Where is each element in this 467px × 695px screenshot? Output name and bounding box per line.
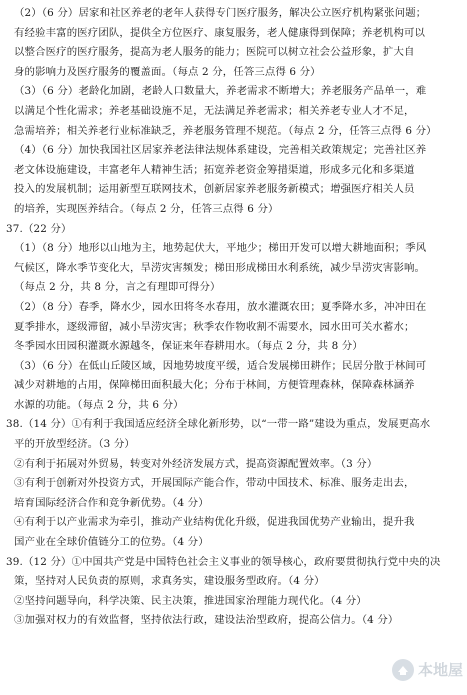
text-line: 37.（22 分） xyxy=(6,222,72,235)
text-line: （4）（6 分）加快我国社区居家养老法律法规体系建设，完善相关政策规定；完善社区养 xyxy=(14,144,427,157)
text-line: （1）（8 分）地形以山地为主，地势起伏大，平地少；梯田开发可以增大耕地面积；季风 xyxy=(14,242,427,255)
text-line: 国产业在全球价值链分工的位势。（4 分） xyxy=(14,536,209,549)
text-line: 培育国际经济合作和竞争新优势。（4 分） xyxy=(14,496,209,509)
text-line: （3）（6 分）老龄化加剧，老龄人口数量大，养老需求不断增大；养老服务产品单一，难 xyxy=(14,85,427,98)
text-line: 38.（14 分）①有利于我国适应经济全球化新形势，以“一带一路”建设为重点，发展更高水 xyxy=(6,418,431,431)
text-line: （3）（6 分）在低山丘陵区域，因地势坡度平缓，适合发展梯田耕作；民居分散于林间可 xyxy=(14,359,427,372)
text-line: 气候区，降水季节变化大，旱涝灾害频发；梯田形成梯田水利系统，减少旱涝灾害影响。 xyxy=(14,261,426,274)
watermark xyxy=(392,659,463,681)
text-line: ③加强对权力的有效监督，坚持依法行政，建设法治型政府，提高公信力。（4 分） xyxy=(14,614,399,627)
text-line: ②有利于拓展对外贸易，转变对外经济发展方式，提高资源配置效率。（3 分） xyxy=(14,457,378,470)
text-line: 减少对耕地的占用，保障梯田面积最大化；分布于林间，方便管理森林，保障森林涵养 xyxy=(14,379,415,392)
watermark-logo-icon xyxy=(392,659,414,681)
text-line: 有经验丰富的医疗团队，提供全方位医疗、康复服务，老人健康得到保障；养老机构可以 xyxy=(14,26,426,39)
answer-text xyxy=(6,4,461,631)
text-line: 以整合医疗的医疗服务，提高为老人服务的能力；医院可以树立社会公益形象，扩大自 xyxy=(14,46,415,59)
text-line: 策，坚持对人民负责的原则，求真务实，建设服务型政府。（4 分） xyxy=(14,575,325,588)
text-line: 老文体设施建设，丰富老年人精神生活；拓宽养老资金筹措渠道，形成多元化和多渠道 xyxy=(14,163,415,176)
text-line: 夏季排水，逐级滞留，减小旱涝灾害；秋季农作物收割不需要水，园水田可关水蓄水； xyxy=(14,320,415,333)
watermark-text: 本地屋 xyxy=(417,660,463,679)
text-line: 身的影响力及医疗服务的覆盖面。（每点 2 分，任答三点得 6 分） xyxy=(14,65,321,78)
text-line: 平的开放型经济。（3 分） xyxy=(14,438,135,451)
text-line: ③有利于创新对外投资方式，开展国际产能合作，带动中国技术、标准、服务走出去， xyxy=(14,477,415,490)
text-line: （2）（6 分）居家和社区养老的老年人获得专门医疗服务，解决公立医疗机构紧张问题； xyxy=(14,7,427,19)
text-line: ②坚持问题导向，科学决策、民主决策，推进国家治理能力现代化。（4 分） xyxy=(14,594,367,607)
text-line: 39.（12 分）①中国共产党是中国特色社会主义事业的领导核心，政府要贯彻执行党中央的决 xyxy=(6,555,441,568)
text-line: 的培养，实现医养结合。（每点 2 分，任答三点得 6 分） xyxy=(14,202,279,215)
text-line: 急需培养；相关养老行业标准缺乏，养老服务管理不规范。（每点 2 分，任答三点得 6 分） xyxy=(14,124,437,137)
text-line: 冬季园水田园积灌溉水源越冬，保证来年春耕用水。（每点 2 分，共 8 分） xyxy=(14,340,363,353)
text-line: 水源的功能。（每点 2 分，共 6 分） xyxy=(14,398,184,411)
text-line: （2）（8 分）春季，降水少，园水田将冬水春用，放水灌溉农田；夏季降水多，冲冲田在 xyxy=(14,300,427,313)
text-line: 以满足个性化需求；养老基础设施不足，无法满足养老需求；相关养老专业人才不足， xyxy=(14,104,415,117)
text-line: （每点 2 分，共 8 分，言之有理即可得分） xyxy=(14,281,221,294)
text-line: ④有利于以产业需求为牵引，推动产业结构优化升级，促进我国优势产业输出，提升我 xyxy=(14,516,415,529)
text-line: 投入的发展机制；运用新型互联网技术，创新居家养老服务新模式；增强医疗相关人员 xyxy=(14,183,415,196)
